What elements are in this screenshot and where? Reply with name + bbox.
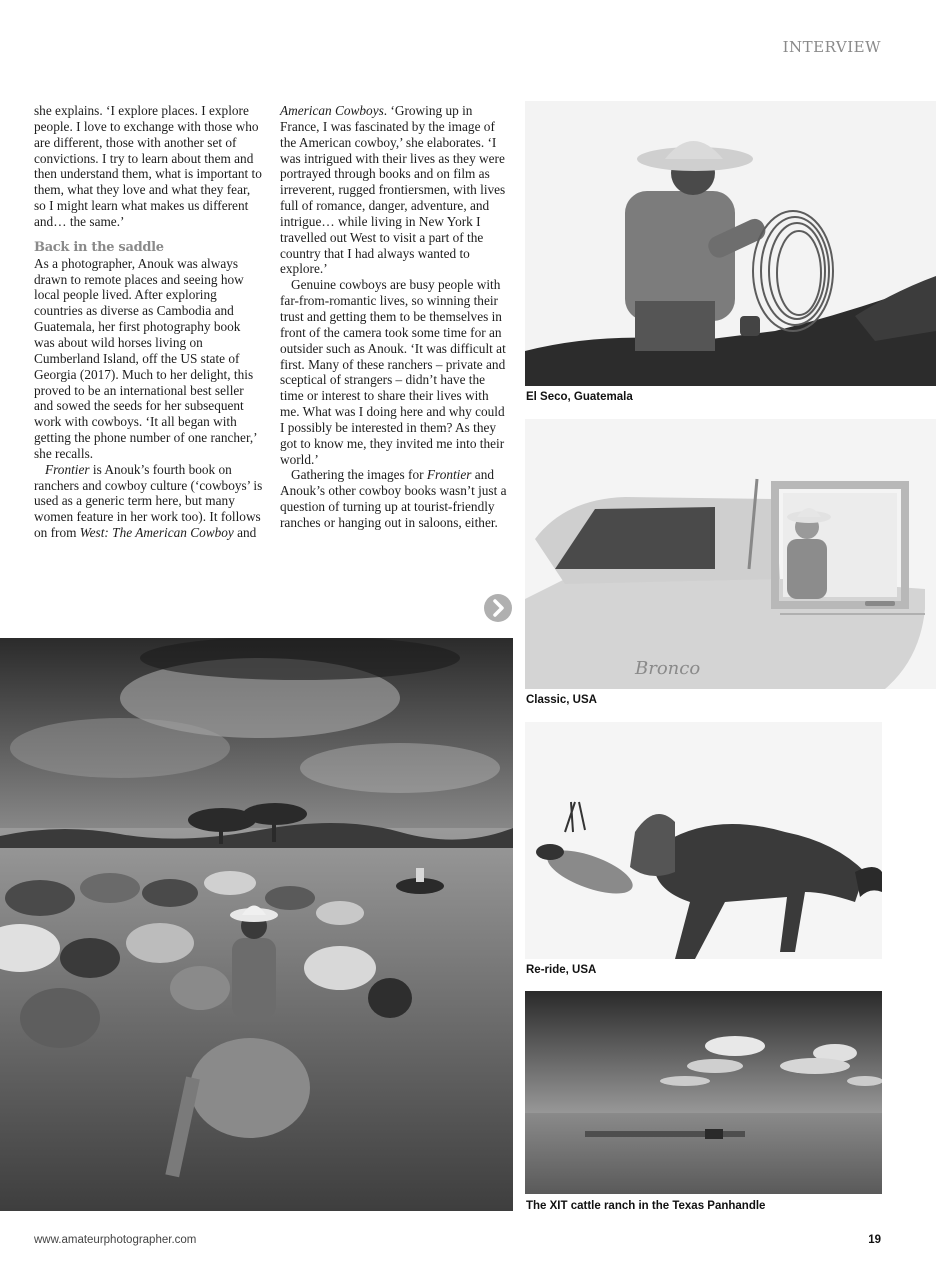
classic-truck-photo [525,419,936,689]
book-title: West: The American Cowboy [79,525,234,541]
section-label: INTERVIEW [782,38,881,56]
caption-re-ride: Re-ride, USA [526,964,597,976]
book-title: Frontier [426,467,472,483]
footer-url: www.amateurphotographer.com [34,1234,197,1246]
book-title: American Cowboys [280,103,384,118]
caption-el-seco: El Seco, Guatemala [526,391,633,403]
el-seco-photo [525,101,936,386]
article-column-1 [34,103,264,541]
caption-xit-ranch: The XIT cattle ranch in the Texas Panhandle [526,1200,766,1212]
book-title: Frontier [45,461,90,477]
article-column-2 [280,103,510,531]
continue-arrow-icon [484,594,512,622]
page-number: 19 [868,1234,881,1246]
subheading: Back in the saddle [34,239,164,255]
paragraph: American Cowboys. ‘Growing up in France, I was fascinated by the image of the American cowboy,’ she elaborates. ‘I was intrigued with their lives as they were portrayed through books and on film as irreverent, rugged frontiersmen, with lives full of romance, danger, adventure, and intrigue… while living in New York I travelled out West to visit a part of the country that I had always wanted to explore.’ [280,103,506,277]
caption-classic: Classic, USA [526,694,597,706]
xit-ranch-photo [525,991,882,1194]
paragraph: As a photographer, Anouk was always drawn to remote places and seeing how local people lived. After exploring countries as diverse as Cambodia and Guatemala, her first photography book was about wild horses living on Cumberland Island, off the US state of Georgia (2017). Much to her delight, this proved to be an international best seller and sowed the seeds for her subsequent work with cowboys. ‘It all began with getting the phone number of one rancher,’ she recalls. [34,255,257,461]
bronco-script: Bronco [635,658,701,679]
paragraph: Frontier is Anouk’s fourth book on ranchers and cowboy culture (‘cowboys’ is used as a generic term here, but many women feature in her work too). It follows on from West: The American Cowboy and [34,461,263,541]
re-ride-photo [525,722,882,959]
cattle-drive-photo [0,638,513,1211]
paragraph: Gathering the images for Frontier and Anouk’s other cowboy books wasn’t just a question of turning up at tourist-friendly ranches or hanging out in saloons, either. [280,467,507,530]
paragraph: Genuine cowboys are busy people with far-from-romantic lives, so winning their trust and getting them to be themselves in front of the camera took some time for an outsider such as Anouk. ‘It was difficult at first. Many of these ranchers – private and sceptical of strangers – didn’t have the time or interest to share their lives with me. What was I doing here and why could I possibly be interested in them? As they got to know me, they invited me into their world.’ [280,277,506,467]
paragraph: she explains. ‘I explore places. I explore people. I love to exchange with those who are different, those with another set of convictions. I try to learn about them and then understand them, what is important to them, what they love and what they fear, so I might learn what makes us different and… the same.’ [34,103,262,229]
